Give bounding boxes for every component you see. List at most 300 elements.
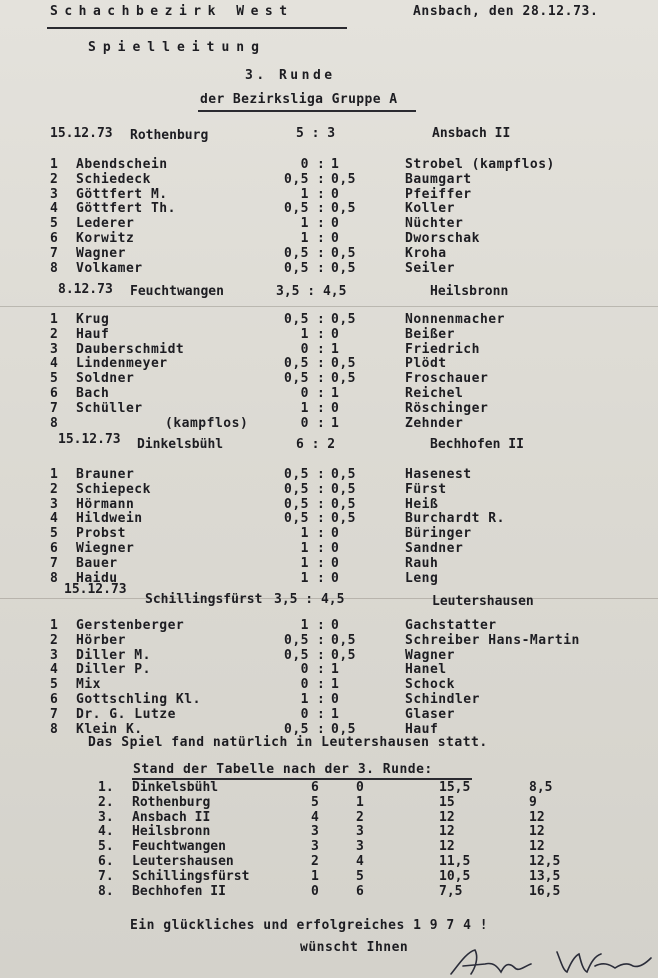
match-points-minus: 2 [356,809,364,825]
away-player: Nonnenmacher [405,312,505,327]
match-points-plus: 4 [311,809,319,825]
home-score: 0,5 [284,356,309,372]
board-number: 6 [50,692,59,707]
board-number: 1 [50,618,59,633]
board-row [0,648,658,663]
home-score: 0,5 [284,647,309,663]
away-player: Friedrich [405,341,480,357]
away-player: Hauf [405,721,439,737]
board-row [0,261,658,276]
board-number: 1 [50,157,59,172]
away-score: 0,5 [331,371,356,387]
board-number: 8 [50,415,59,431]
board-points-minus: 12 [529,809,545,825]
board-row [0,467,658,482]
away-player: Strobel (kampflos) [405,157,555,172]
away-player: Schindler [405,692,480,707]
home-player: Lederer [76,216,135,232]
standings-team: Bechhofen II [132,883,226,899]
match-points-minus: 6 [356,883,364,899]
score-separator: : [317,496,326,512]
board-points-minus: 12 [529,839,545,855]
standings-rank: 2. [98,794,114,810]
away-score: 0 [331,570,340,586]
board-row [0,511,658,526]
board-points-plus: 12 [439,809,455,825]
home-player: Korwitz [76,231,135,246]
score-separator: : [317,400,326,416]
away-player: Kroha [405,245,447,261]
home-player: Hildwein [76,511,143,527]
home-player: Hörmann [76,496,135,512]
wish-line: wünscht Ihnen [300,940,409,955]
score-separator: : [317,260,326,276]
score-separator: : [317,570,326,586]
standings-team: Schillingsfürst [132,868,250,884]
home-player: Krug [76,312,110,327]
away-score: 0 [331,526,340,542]
home-score: 0,5 [284,721,309,737]
board-row [0,618,658,633]
home-player: Gerstenberger [76,618,185,633]
away-player: Fürst [405,481,447,497]
board-number: 3 [50,186,59,202]
match-date: 15.12.73 [50,126,113,141]
away-player: Hasenest [405,467,472,482]
home-score: 0,5 [284,467,309,482]
score-separator: : [317,341,326,357]
home-player: Diller M. [76,647,151,663]
board-row [0,401,658,416]
board-row [0,556,658,571]
away-player: Zehnder [405,415,464,431]
match-home-team: Feuchtwangen [130,284,224,299]
home-score: 1 [300,326,309,342]
away-player: Schreiber Hans-Martin [405,632,580,648]
home-score: 0,5 [284,371,309,387]
home-score: 0 [300,341,309,357]
standings-row [0,810,658,825]
home-player: Dauberschmidt [76,341,185,357]
score-separator: : [317,312,326,327]
home-score: 1 [300,541,309,556]
board-row [0,386,658,401]
away-score: 0,5 [331,245,356,261]
score-separator: : [317,186,326,202]
home-player: Abendschein [76,157,168,172]
away-score: 0,5 [331,496,356,512]
board-number: 6 [50,231,59,246]
board-points-minus: 12 [529,824,545,840]
standings-row [0,884,658,899]
board-number: 1 [50,312,59,327]
away-player: Schock [405,677,455,693]
home-score: 1 [300,231,309,246]
away-score: 1 [331,341,340,357]
match-score: 5 : 3 [296,126,336,141]
home-score: 0 [300,706,309,722]
match-home-team: Schillingsfürst [145,592,263,607]
home-player: Wiegner [76,541,135,556]
match-points-minus: 0 [356,780,364,795]
board-row [0,692,658,707]
match-away-team: Bechhofen II [430,437,524,452]
board-points-plus: 10,5 [439,868,471,884]
board-number: 2 [50,326,59,342]
score-separator: : [317,662,326,678]
score-separator: : [317,245,326,261]
home-player: Bach [76,386,110,401]
department-title: Spielleitung [88,40,266,55]
away-score: 0,5 [331,356,356,372]
away-score: 0 [331,186,340,202]
away-score: 0 [331,216,340,232]
standings-team: Heilsbronn [132,824,211,840]
board-row [0,201,658,216]
score-separator: : [317,677,326,693]
away-score: 1 [331,706,340,722]
score-separator: : [317,511,326,527]
home-player: (kampflos) [165,415,249,431]
match-away-team: Leutershausen [432,594,534,609]
match-points-plus: 0 [311,883,319,899]
away-player: Heiß [405,496,439,512]
board-points-plus: 15 [439,794,455,810]
away-score: 1 [331,157,340,172]
away-player: Burchardt R. [405,511,505,527]
standings-rank: 6. [98,854,114,869]
standings-rank: 8. [98,883,114,899]
home-score: 0,5 [284,260,309,276]
home-player: Brauner [76,467,135,482]
home-score: 0,5 [284,312,309,327]
score-separator: : [317,541,326,556]
score-separator: : [317,356,326,372]
away-score: 0 [331,692,340,707]
board-number: 5 [50,371,59,387]
home-player: Klein K. [76,721,143,737]
board-row [0,677,658,692]
board-number: 8 [50,721,59,737]
home-player: Schiedeck [76,171,151,187]
board-row [0,246,658,261]
score-separator: : [317,481,326,497]
home-player: Göttfert Th. [76,201,176,217]
score-separator: : [317,632,326,648]
board-number: 4 [50,662,59,678]
away-score: 1 [331,415,340,431]
home-player: Gottschling Kl. [76,692,201,707]
match-date: 8.12.73 [58,282,113,297]
board-number: 5 [50,677,59,693]
board-number: 7 [50,706,59,722]
standings-title: Stand der Tabelle nach der 3. Runde: [133,762,433,777]
board-row [0,526,658,541]
board-number: 5 [50,216,59,232]
board-row [0,342,658,357]
board-number: 4 [50,356,59,372]
standings-rank: 7. [98,868,114,884]
away-player: Beißer [405,326,455,342]
score-separator: : [317,371,326,387]
away-score: 0,5 [331,260,356,276]
board-row [0,371,658,386]
board-row [0,497,658,512]
match-score: 3,5 : 4,5 [274,592,345,607]
board-row [0,327,658,342]
away-score: 0,5 [331,171,356,187]
home-player: Probst [76,526,126,542]
away-player: Seiler [405,260,455,276]
standings-rank: 5. [98,839,114,855]
home-score: 1 [300,216,309,232]
board-row [0,312,658,327]
score-separator: : [317,171,326,187]
home-score: 1 [300,555,309,571]
away-player: Froschauer [405,371,489,387]
away-player: Koller [405,201,455,217]
board-row [0,172,658,187]
away-score: 0 [331,326,340,342]
match-away-team: Heilsbronn [430,284,509,299]
new-year-greeting: Ein glückliches und erfolgreiches 1 9 7 4 ! [130,918,489,933]
home-score: 1 [300,618,309,633]
board-number: 7 [50,245,59,261]
home-score: 0 [300,386,309,401]
score-separator: : [317,647,326,663]
standings-team: Dinkelsbühl [132,780,219,795]
away-player: Röschinger [405,400,489,416]
round-title: 3. Runde [245,68,336,83]
away-score: 0 [331,555,340,571]
away-score: 0,5 [331,721,356,737]
match-header [0,432,658,450]
score-separator: : [317,618,326,633]
away-score: 0 [331,541,340,556]
match-home-team: Rothenburg [130,128,209,143]
match-points-minus: 4 [356,854,364,869]
board-row [0,231,658,246]
league-title: der Bezirksliga Gruppe A [200,92,398,107]
away-score: 1 [331,662,340,678]
board-row [0,416,658,431]
board-points-plus: 12 [439,824,455,840]
home-score: 1 [300,570,309,586]
match-points-plus: 1 [311,868,319,884]
score-separator: : [317,692,326,707]
board-row [0,482,658,497]
board-number: 3 [50,647,59,663]
score-separator: : [317,467,326,482]
home-score: 0,5 [284,496,309,512]
board-number: 2 [50,481,59,497]
score-separator: : [317,721,326,737]
home-player: Haidu [76,570,118,586]
home-player: Wagner [76,245,126,261]
board-points-minus: 9 [529,794,537,810]
org-name: Schachbezirk West [50,4,294,19]
home-score: 1 [300,400,309,416]
match-header [0,282,658,300]
home-player: Lindenmeyer [76,356,168,372]
away-player: Nüchter [405,216,464,232]
board-number: 5 [50,526,59,542]
board-number: 7 [50,555,59,571]
board-number: 4 [50,201,59,217]
away-player: Plödt [405,356,447,372]
match-points-minus: 1 [356,794,364,810]
home-score: 0,5 [284,245,309,261]
board-number: 3 [50,496,59,512]
standings-row [0,780,658,795]
venue-note: Das Spiel fand natürlich in Leutershausen statt. [88,735,488,750]
home-player: Soldner [76,371,135,387]
away-player: Sandner [405,541,464,556]
home-player: Diller P. [76,662,151,678]
match-points-minus: 3 [356,839,364,855]
board-row [0,157,658,172]
match-date: 15.12.73 [64,582,127,597]
away-player: Leng [405,570,439,586]
away-score: 0,5 [331,647,356,663]
standings-row [0,869,658,884]
standings-team: Leutershausen [132,854,234,869]
home-player: Bauer [76,555,118,571]
home-player: Schiepeck [76,481,151,497]
home-score: 0 [300,662,309,678]
match-score: 3,5 : 4,5 [276,284,347,299]
away-score: 0,5 [331,481,356,497]
match-header [0,124,658,142]
standings-team: Rothenburg [132,794,211,810]
standings-row [0,795,658,810]
match-away-team: Ansbach II [432,126,511,141]
away-score: 0 [331,231,340,246]
away-player: Rauh [405,555,439,571]
paper-fold [0,306,658,307]
away-player: Hanel [405,662,447,678]
away-score: 0 [331,400,340,416]
match-header [0,582,658,609]
home-score: 0 [300,415,309,431]
board-number: 1 [50,467,59,482]
board-row [0,662,658,677]
score-separator: : [317,326,326,342]
away-score: 0,5 [331,312,356,327]
standings-rank: 4. [98,824,114,840]
board-row [0,633,658,648]
board-number: 3 [50,341,59,357]
match-points-plus: 6 [311,780,319,795]
home-player: Hauf [76,326,110,342]
board-number: 7 [50,400,59,416]
home-score: 0,5 [284,481,309,497]
board-points-minus: 13,5 [529,868,561,884]
standings-rank: 1. [98,780,114,795]
board-points-plus: 7,5 [439,883,463,899]
away-score: 0,5 [331,632,356,648]
home-score: 0 [300,157,309,172]
home-player: Mix [76,677,101,693]
standings-rank: 3. [98,809,114,825]
home-player: Göttfert M. [76,186,168,202]
board-row [0,356,658,371]
score-separator: : [317,216,326,232]
away-player: Glaser [405,706,455,722]
board-number: 2 [50,632,59,648]
away-player: Wagner [405,647,455,663]
away-score: 1 [331,386,340,401]
board-number: 6 [50,386,59,401]
board-number: 6 [50,541,59,556]
match-points-plus: 2 [311,854,319,869]
score-separator: : [317,386,326,401]
home-score: 0,5 [284,632,309,648]
header-underline [47,27,347,29]
away-player: Baumgart [405,171,472,187]
place-date: Ansbach, den 28.12.73. [413,4,599,19]
away-score: 0,5 [331,467,356,482]
standings-team: Feuchtwangen [132,839,226,855]
board-row [0,541,658,556]
away-score: 0,5 [331,201,356,217]
score-separator: : [317,415,326,431]
match-home-team: Dinkelsbühl [137,437,224,452]
board-points-minus: 12,5 [529,854,561,869]
match-points-plus: 5 [311,794,319,810]
away-player: Gachstatter [405,618,497,633]
board-points-plus: 11,5 [439,854,471,869]
home-score: 0,5 [284,511,309,527]
board-points-minus: 16,5 [529,883,561,899]
score-separator: : [317,555,326,571]
home-player: Volkamer [76,260,143,276]
board-points-plus: 12 [439,839,455,855]
score-separator: : [317,157,326,172]
score-separator: : [317,706,326,722]
away-score: 1 [331,677,340,693]
away-player: Büringer [405,526,472,542]
board-number: 4 [50,511,59,527]
handwritten-signature [445,944,655,978]
home-score: 1 [300,526,309,542]
away-player: Reichel [405,386,464,401]
standings-team: Ansbach II [132,809,211,825]
away-score: 0,5 [331,511,356,527]
home-score: 1 [300,186,309,202]
match-points-plus: 3 [311,839,319,855]
match-date: 15.12.73 [58,432,121,447]
board-points-plus: 15,5 [439,780,471,795]
board-row [0,216,658,231]
standings-row [0,824,658,839]
board-points-minus: 8,5 [529,780,553,795]
match-points-plus: 3 [311,824,319,840]
home-score: 1 [300,692,309,707]
score-separator: : [317,231,326,246]
match-points-minus: 3 [356,824,364,840]
home-score: 0 [300,677,309,693]
board-number: 2 [50,171,59,187]
away-player: Pfeiffer [405,186,472,202]
board-row [0,187,658,202]
standings-row [0,854,658,869]
score-separator: : [317,201,326,217]
home-score: 0,5 [284,201,309,217]
home-player: Dr. G. Lutze [76,706,176,722]
away-player: Dworschak [405,231,480,246]
board-number: 8 [50,260,59,276]
